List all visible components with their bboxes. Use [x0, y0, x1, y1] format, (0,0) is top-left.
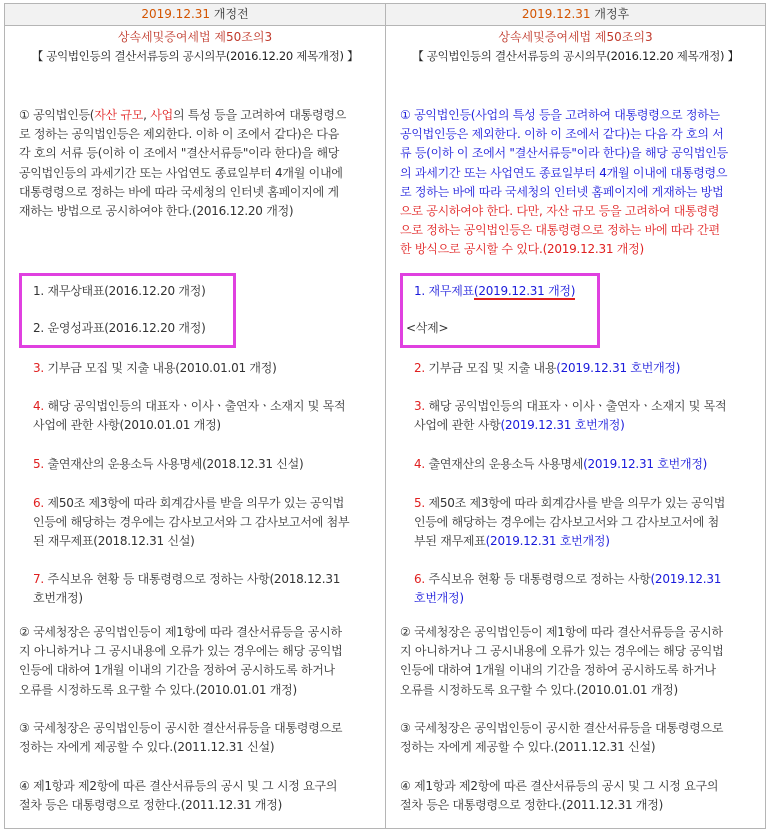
item-7-before: 7. 주식보유 현황 등 대통령령으로 정하는 사항(2018.12.31 호번개정): [33, 572, 341, 606]
item-3-after: 2. 기부금 모집 및 지출 내용(2019.12.31 호번개정): [414, 361, 681, 375]
item-1-before: 1. 재무상태표(2016.12.20 개정): [33, 284, 206, 298]
header-date-before: 2019.12.31: [141, 7, 211, 21]
item-6-after: 5. 제50조 제3항에 따라 회계감사를 받을 의무가 있는 공익법 인등에 해당하는 경우에는 감사보고서와 그 감사보고서에 첨 부된 재무제표(2019.12.31 호번개정): [414, 496, 726, 549]
item-1-after: 1. 재무제표(2019.12.31 개정): [414, 284, 576, 298]
law-name-before: 상속세및증여세법 제50조의3: [117, 30, 273, 44]
paragraph-3-after: ③ 국세청장은 공익법인등이 공시한 결산서류등을 대통령령으로 정하는 자에게 제공할 수 있다.(2011.12.31 신설): [400, 721, 724, 755]
item-4-before: 4. 해당 공익법인등의 대표자ㆍ이사ㆍ출연자ㆍ소재지 및 목적 사업에 관한 사항(2010.01.01 개정): [33, 399, 346, 433]
item-6-before: 6. 제50조 제3항에 따라 회계감사를 받을 의무가 있는 공익법 인등에 해당하는 경우에는 감사보고서와 그 감사보고서에 첨부 된 재무제표(2018.12.31 신설): [33, 496, 350, 549]
column-after: [386, 26, 766, 829]
item-4-after: 3. 해당 공익법인등의 대표자ㆍ이사ㆍ출연자ㆍ소재지 및 목적 사업에 관한 사항(2019.12.31 호번개정): [414, 399, 727, 433]
item-2-before: 2. 운영성과표(2016.12.20 개정): [33, 321, 206, 335]
law-name-after: 상속세및증여세법 제50조의3: [498, 30, 653, 44]
item-5-after: 4. 출연재산의 운용소득 사용명세(2019.12.31 호번개정): [414, 457, 708, 471]
item-3-before: 3. 기부금 모집 및 지출 내용(2010.01.01 개정): [33, 361, 277, 375]
content-after: [386, 66, 765, 828]
column-before: [5, 26, 386, 829]
paragraph-1-before: ① 공익법인등(자산 규모, 사업의 특성 등을 고려하여 대통령령으 로 정하는 공익법인등은 제외한다. 이하 이 조에서 같다)은 다음 각 호의 서류 등(이하 이 조에서 "결산서류등"이라 한다)을 해당 공익법인등의 과세기간 또는 사업연도 종료일부터 4개월 이내에 대통령령으로 정하는 바에 따라 국세청의 인터넷 홈페이지에 게 재하는 방법으로 공시하여야 한다.(2016.12.20 개정): [19, 108, 347, 219]
paragraph-4-before: ④ 제1항과 제2항에 따른 결산서류등의 공시 및 그 시정 요구의 절차 등은 대통령령으로 정한다.(2011.12.31 개정): [19, 779, 338, 813]
section-title-after: 【 공익법인등의 결산서류등의 공시의무(2016.12.20 제목개정) 】: [412, 49, 739, 63]
header-label-after: 개정후: [594, 7, 630, 21]
header-before: [5, 4, 386, 26]
item-2-after: <삭제>: [406, 321, 449, 335]
item-5-before: 5. 출연재산의 운용소득 사용명세(2018.12.31 신설): [33, 457, 304, 471]
paragraph-3-before: ③ 국세청장은 공익법인등이 공시한 결산서류등을 대통령령으로 정하는 자에게 제공할 수 있다.(2011.12.31 신설): [19, 721, 343, 755]
content-before: [5, 66, 385, 828]
paragraph-4-after: ④ 제1항과 제2항에 따른 결산서류등의 공시 및 그 시정 요구의 절차 등은 대통령령으로 정한다.(2011.12.31 개정): [400, 779, 719, 813]
paragraph-1-after: ① 공익법인등(사업의 특성 등을 고려하여 대통령령으로 정하는 공익법인등은 제외한다. 이하 이 조에서 같다)는 다음 각 호의 서 류 등(이하 이 조에서 "결산서류등"이라 한다)을 해당 공익법인등 의 과세기간 또는 사업연도 종료일부터 4개월 이내에 대통령령으 로 정하는 바에 따라 국세청의 인터넷 홈페이지에 게재하는 방법 으로 공시하여야 한다. 다만, 자산 규모 등을 고려하여 대통령령 으로 정하는 공익법인등은 대통령령으로 정하는 바에 따라 간편 한 방식으로 공시할 수 있다.(2019.12.31 개정): [400, 108, 728, 257]
amendment-underline: (2019.12.31 개정): [473, 284, 576, 298]
item-7-after: 6. 주식보유 현황 등 대통령령으로 정하는 사항(2019.12.31 호번개정): [414, 572, 722, 606]
section-title-before: 【 공익법인등의 결산서류등의 공시의무(2016.12.20 제목개정) 】: [31, 49, 359, 63]
paragraph-2-after: ② 국세청장은 공익법인등이 제1항에 따라 결산서류등을 공시하 지 아니하거나 그 공시내용에 오류가 있는 경우에는 해당 공익법 인등에 대하여 1개월 이내의 기간을 정하여 공시하도록 하거나 오류를 시정하도록 요구할 수 있다.(2010.01.01 개정): [400, 625, 724, 697]
header-date-after: 2019.12.31: [521, 7, 591, 21]
paragraph-2-before: ② 국세청장은 공익법인등이 제1항에 따라 결산서류등을 공시하 지 아니하거나 그 공시내용에 오류가 있는 경우에는 해당 공익법 인등에 대하여 1개월 이내의 기간을 정하여 공시하도록 하거나 오류를 시정하도록 요구할 수 있다.(2010.01.01 개정): [19, 625, 343, 697]
header-label-before: 개정전: [213, 7, 249, 21]
comparison-table: [4, 3, 766, 829]
header-after: [386, 4, 766, 26]
